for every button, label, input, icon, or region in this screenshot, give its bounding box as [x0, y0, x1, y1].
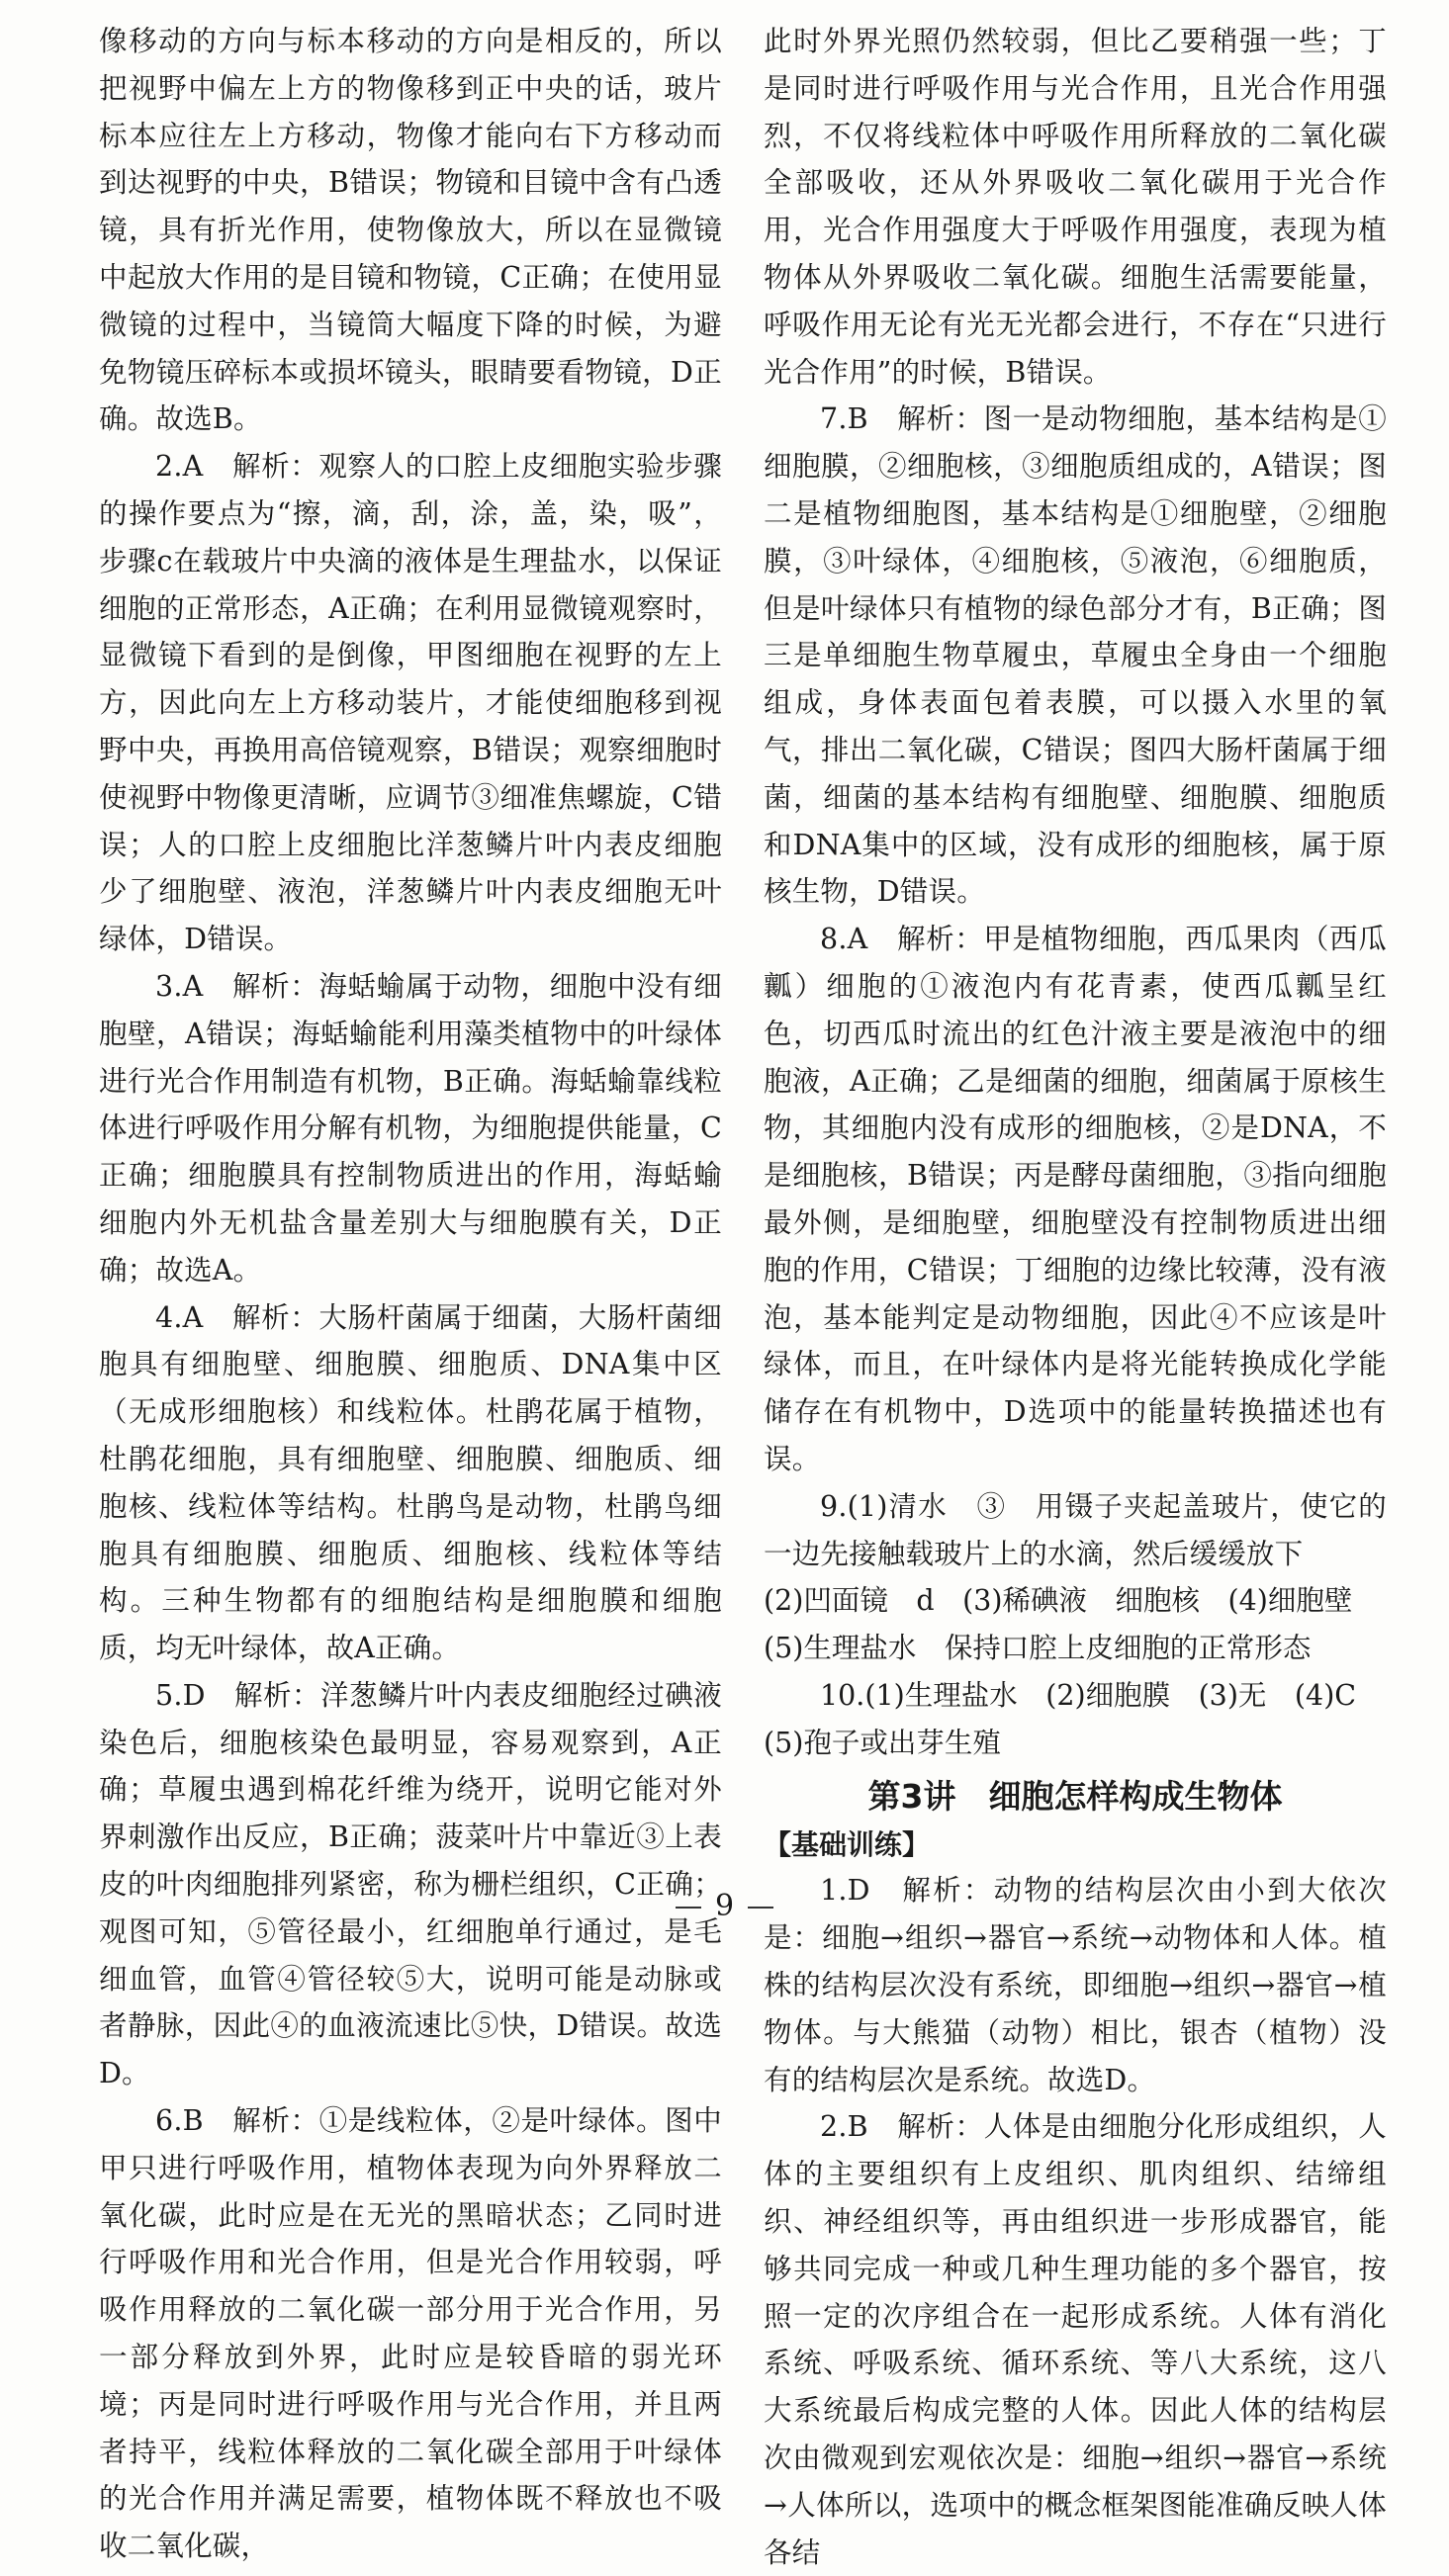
answer-line: 10.(1)生理盐水 (2)细胞膜 (3)无 (4)C: [820, 1678, 1357, 1712]
answer-line: (5)孢子或出芽生殖: [764, 1726, 1001, 1759]
answer-line: 9.(1)清水 ③ 用镊子夹起盖玻片，使它的一边先接触载玻片上的水滴，然后缓缓放下: [764, 1489, 1387, 1570]
paragraph: 3.A 解析：海蛞蝓属于动物，细胞中没有细胞壁，A错误；海蛞蝓能利用藻类植物中的叶绿体进行光合作用制造有机物，B正确。海蛞蝓靠线粒体进行呼吸作用分解有机物，为细胞提供能量，C正确；细胞膜具有控制物质进出的作用，海蛞蝓细胞内外无机盐含量差别大与细胞膜有关，D正确；故选A。: [99, 969, 722, 1287]
paragraph: 2.B 解析：人体是由细胞分化形成组织，人体的主要组织有上皮组织、肌肉组织、结缔组织、神经组织等，再由组织进一步形成器官，能够共同完成一种或几种生理功能的多个器官，按照一定的次序组合在一起形成系统。人体有消化系统、呼吸系统、循环系统、等八大系统，这八大系统最后构成完整的人体。因此人体的结构层次由微观到宏观依次是：细胞→组织→器官→系统→人体所以，选项中的概念框架图能准确反映人体各结: [764, 2110, 1387, 2569]
left-column: [99, 18, 722, 2570]
dash-divider: [748, 1907, 773, 1909]
page-number-value: 9: [714, 1889, 735, 1923]
paragraph: 2.A 解析：观察人的口腔上皮细胞实验步骤的操作要点为“擦，滴，刮，涂，盖，染，吸”，步骤c在载玻片中央滴的液体是生理盐水，以保证细胞的正常形态，A正确；在利用显微镜观察时，显微镜下看到的是倒像，甲图细胞在视野的左上方，因此向左上方移动装片，才能使细胞移到视野中央，再换用高倍镜观察，B错误；观察细胞时使视野中物像更清晰，应调节③细准焦螺旋，C错误；人的口腔上皮细胞比洋葱鳞片叶内表皮细胞少了细胞壁、液泡，洋葱鳞片叶内表皮细胞无叶绿体，D错误。: [99, 450, 722, 956]
paragraph: 5.D 解析：洋葱鳞片叶内表皮细胞经过碘液染色后，细胞核染色最明显，容易观察到，A正确；草履虫遇到棉花纤维为绕开，说明它能对外界刺激作出反应，B正确；菠菜叶片中靠近③上表皮的叶肉细胞排列紧密，称为栅栏组织，C正确；观图可知，⑤管径最小，红细胞单行通过，是毛细血管，血管④管径较⑤大，说明可能是动脉或者静脉，因此④的血液流速比⑤快，D错误。故选D。: [99, 1678, 722, 2090]
paragraph: 7.B 解析：图一是动物细胞，基本结构是①细胞膜，②细胞核，③细胞质组成的，A错误；图二是植物细胞图，基本结构是①细胞壁，②细胞膜，③叶绿体，④细胞核，⑤液泡，⑥细胞质，但是叶绿体只有植物的绿色部分才有，B正确；图三是单细胞生物草履虫，草履虫全身由一个细胞组成，身体表面包着表膜，可以摄入水里的氧气，排出二氧化碳，C错误；图四大肠杆菌属于细菌，细菌的基本结构有细胞壁、细胞膜、细胞质和DNA集中的区域，没有成形的细胞核，属于原核生物，D错误。: [764, 402, 1387, 909]
paragraph: 此时外界光照仍然较弱，但比乙要稍强一些；丁是同时进行呼吸作用与光合作用，且光合作用强烈，不仅将线粒体中呼吸作用所释放的二氧化碳全部吸收，还从外界吸收二氧化碳用于光合作用，光合作用强度大于呼吸作用强度，表现为植物体从外界吸收二氧化碳。细胞生活需要能量，呼吸作用无论有光无光都会进行，不存在“只进行光合作用”的时候，B错误。: [764, 25, 1387, 389]
paragraph: 8.A 解析：甲是植物细胞，西瓜果肉（西瓜瓤）细胞的①液泡内有花青素，使西瓜瓤呈红色，切西瓜时流出的红色汁液主要是液泡中的细胞液，A正确；乙是细菌的细胞，细菌属于原核生物，其细胞内没有成形的细胞核，②是DNA，不是细胞核，B错误；丙是酵母菌细胞，③指向细胞最外侧，是细胞壁，细胞壁没有控制物质进出细胞的作用，C错误；丁细胞的边缘比较薄，没有液泡，基本能判定是动物细胞，因此④不应该是叶绿体，而且，在叶绿体内是将光能转换成化学能储存在有机物中，D选项中的能量转换描述也有误。: [764, 923, 1387, 1475]
dash-divider: [676, 1907, 701, 1909]
answer-line: (5)生理盐水 保持口腔上皮细胞的正常形态: [764, 1632, 1312, 1665]
right-column: [764, 18, 1387, 2576]
paragraph: 4.A 解析：大肠杆菌属于细菌，大肠杆菌细胞具有细胞壁、细胞膜、细胞质、DNA集中区（无成形细胞核）和线粒体。杜鹃花属于植物，杜鹃花细胞，具有细胞壁、细胞膜、细胞质、细胞核、线粒体等结构。杜鹃鸟是动物，杜鹃鸟细胞具有细胞膜、细胞质、细胞核、线粒体等结构。三种生物都有的细胞结构是细胞膜和细胞质，均无叶绿体，故A正确。: [99, 1300, 722, 1665]
paragraph: 6.B 解析：①是线粒体，②是叶绿体。图中甲只进行呼吸作用，植物体表现为向外界释放二氧化碳，此时应是在无光的黑暗状态；乙同时进行呼吸作用和光合作用，但是光合作用较弱，呼吸作用释放的二氧化碳一部分用于光合作用，另一部分释放到外界，此时应是较昏暗的弱光环境；丙是同时进行呼吸作用与光合作用，并且两者持平，线粒体释放的二氧化碳全部用于叶绿体的光合作用并满足需要，植物体既不释放也不吸收二氧化碳，: [99, 2104, 722, 2563]
paragraph: 1.D 解析：动物的结构层次由小到大依次是：细胞→组织→器官→系统→动物体和人体。植株的结构层次没有系统，即细胞→组织→器官→植物体。与大熊猫（动物）相比，银杏（植物）没有的结构层次是系统。故选D。: [764, 1874, 1387, 2096]
answer-line: (2)凹面镜 d (3)稀碘液 细胞核 (4)细胞壁: [764, 1584, 1353, 1618]
section-title: 第3讲 细胞怎样构成生物体: [867, 1777, 1283, 1817]
subsection-title: 【基础训练】: [764, 1828, 931, 1862]
page-number: [0, 1889, 1449, 1923]
paragraph: 像移动的方向与标本移动的方向是相反的，所以把视野中偏左上方的物像移到正中央的话，玻片标本应往左上方移动，物像才能向右下方移动而到达视野的中央，B错误；物镜和目镜中含有凸透镜，具有折光作用，使物像放大，所以在显微镜中起放大作用的是目镜和物镜，C正确；在使用显微镜的过程中，当镜筒大幅度下降的时候，为避免物镜压碎标本或损坏镜头，眼睛要看物镜，D正确。故选B。: [99, 25, 722, 436]
